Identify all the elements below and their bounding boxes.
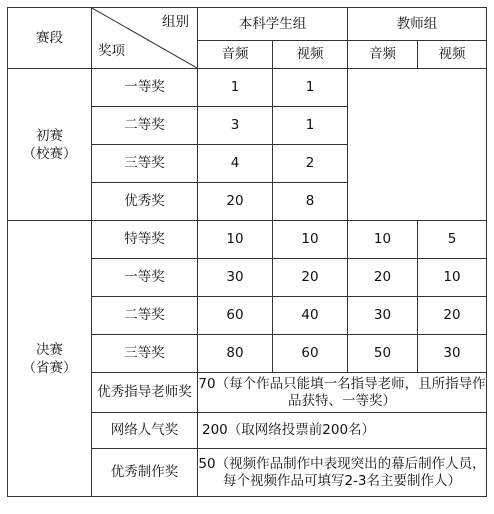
undergrad-group-header: 本科学生组 [198,8,348,41]
teacher-video-count: 30 [418,335,487,373]
undergrad-audio-count: 10 [198,221,273,259]
award-note: 50（视频作品制作中表现突出的幕后制作人员，每个视频作品可填写2-3名主要制作人） [198,449,487,497]
award-name: 优秀奖 [92,183,198,221]
award-label: 奖项 [98,43,125,59]
undergrad-audio-count: 20 [198,183,273,221]
award-name: 优秀指导老师奖 [92,373,198,413]
undergrad-video-count: 8 [273,183,348,221]
group-label: 组别 [162,14,189,30]
stage-name: 初赛 [36,127,63,144]
undergrad-video-header: 视频 [273,41,348,69]
stage-subname: （省赛） [22,359,77,376]
undergrad-audio-count: 80 [198,335,273,373]
table-row [8,221,487,259]
teacher-preliminary-empty [348,69,487,221]
undergrad-audio-count: 60 [198,297,273,335]
teacher-video-count: 5 [418,221,487,259]
teacher-audio-header: 音频 [348,41,418,69]
award-name: 一等奖 [92,259,198,297]
undergrad-video-count: 40 [273,297,348,335]
undergrad-video-count: 60 [273,335,348,373]
teacher-group-header: 教师组 [348,8,487,41]
award-name: 特等奖 [92,221,198,259]
diagonal-header-cell [92,8,198,69]
undergrad-audio-count: 1 [198,69,273,107]
header-row-1 [8,8,487,41]
undergrad-audio-header: 音频 [198,41,273,69]
table-row [8,69,487,107]
teacher-video-header: 视频 [418,41,487,69]
award-name: 三等奖 [92,145,198,183]
teacher-audio-count: 50 [348,335,418,373]
undergrad-audio-count: 4 [198,145,273,183]
undergrad-video-count: 1 [273,69,348,107]
award-name: 二等奖 [92,297,198,335]
stage-preliminary [8,69,92,221]
undergrad-video-count: 2 [273,145,348,183]
awards-table [7,7,487,497]
stage-name: 决赛 [36,341,63,358]
award-name: 二等奖 [92,107,198,145]
undergrad-audio-count: 3 [198,107,273,145]
undergrad-video-count: 20 [273,259,348,297]
award-name: 三等奖 [92,335,198,373]
teacher-audio-count: 30 [348,297,418,335]
teacher-audio-count: 20 [348,259,418,297]
teacher-audio-count: 10 [348,221,418,259]
stage-final [8,221,92,497]
stage-header: 赛段 [8,8,92,69]
undergrad-video-count: 1 [273,107,348,145]
award-name: 一等奖 [92,69,198,107]
undergrad-audio-count: 30 [198,259,273,297]
undergrad-video-count: 10 [273,221,348,259]
stage-subname: （校赛） [22,145,77,162]
award-note: 70（每个作品只能填一名指导老师，且所指导作品获特、一等奖） [198,373,487,413]
award-note: 200（取网络投票前200名） [198,413,487,449]
award-name: 网络人气奖 [92,413,198,449]
teacher-video-count: 20 [418,297,487,335]
award-name: 优秀制作奖 [92,449,198,497]
teacher-video-count: 10 [418,259,487,297]
